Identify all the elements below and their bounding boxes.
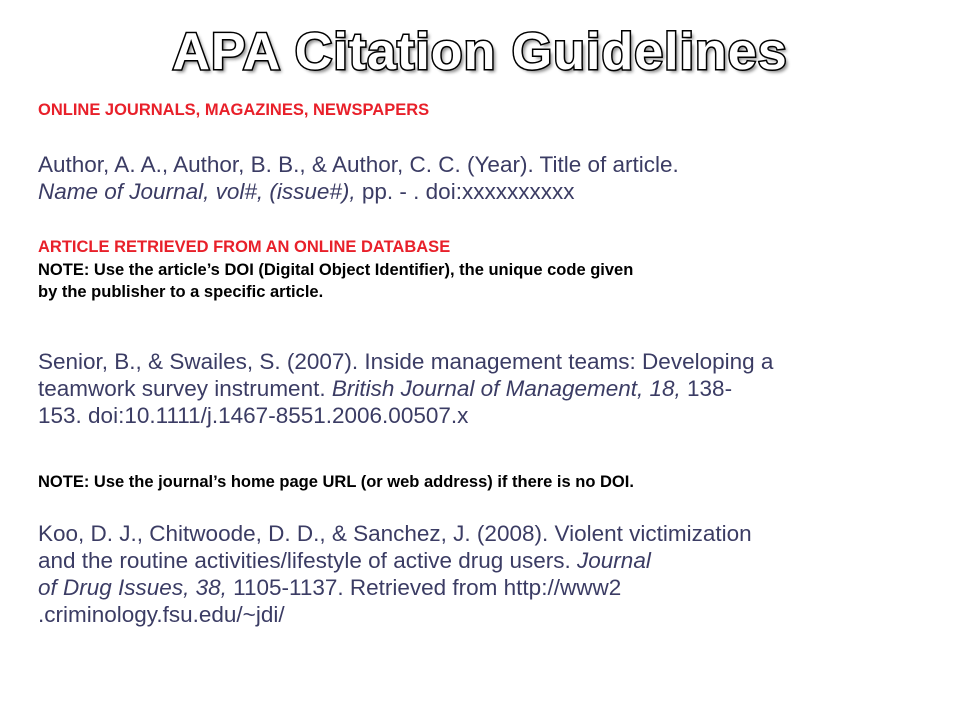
doi-note-line2: by the publisher to a specific article. — [38, 283, 324, 301]
example1-line2 — [38, 375, 773, 402]
url-note: NOTE: Use the journal’s home page URL (or web address) if there is no DOI. — [38, 473, 634, 491]
example1-journal: British Journal of Management, 18, — [331, 376, 681, 401]
example1-line2-text: teamwork survey instrument. — [38, 376, 332, 401]
example2-line1: Koo, D. J., Chitwoode, D. D., & Sanchez, J. (2008). Violent victimization — [38, 521, 752, 546]
citation-format-line2 — [38, 178, 679, 205]
citation-format-pages: pp. - . doi:xxxxxxxxxx — [355, 179, 575, 204]
citation-format-journal: Name of Journal, vol#, (issue#), — [38, 179, 356, 204]
section-heading-database: ARTICLE RETRIEVED FROM AN ONLINE DATABASE — [38, 238, 451, 256]
example1-line1: Senior, B., & Swailes, S. (2007). Inside management teams: Developing a — [38, 349, 774, 374]
example2-line3 — [38, 574, 752, 601]
doi-note-line1: NOTE: Use the article’s DOI (Digital Object Identifier), the unique code given — [38, 261, 634, 279]
citation-format — [38, 151, 679, 205]
example2-line2-text: and the routine activities/lifestyle of active drug users. — [38, 548, 578, 573]
example2-journal-start: Journal — [577, 548, 651, 573]
example2-journal-end: of Drug Issues, 38, — [38, 575, 227, 600]
page-title: APA Citation Guidelines — [172, 23, 788, 81]
section-heading-online: ONLINE JOURNALS, MAGAZINES, NEWSPAPERS — [38, 101, 430, 119]
citation-format-line1: Author, A. A., Author, B. B., & Author, C. C. (Year). Title of article. — [38, 152, 679, 177]
citation-example-senior — [38, 348, 773, 429]
doi-note — [38, 259, 633, 303]
example1-line3: 153. doi:10.1111/j.1467-8551.2006.00507.x — [38, 403, 469, 428]
example2-line2 — [38, 547, 752, 574]
example2-line4: .criminology.fsu.edu/~jdi/ — [38, 602, 285, 627]
citation-example-koo — [38, 520, 752, 628]
example2-pages-url: 1105-1137. Retrieved from http://www2 — [226, 575, 622, 600]
example1-pages-start: 138- — [680, 376, 733, 401]
